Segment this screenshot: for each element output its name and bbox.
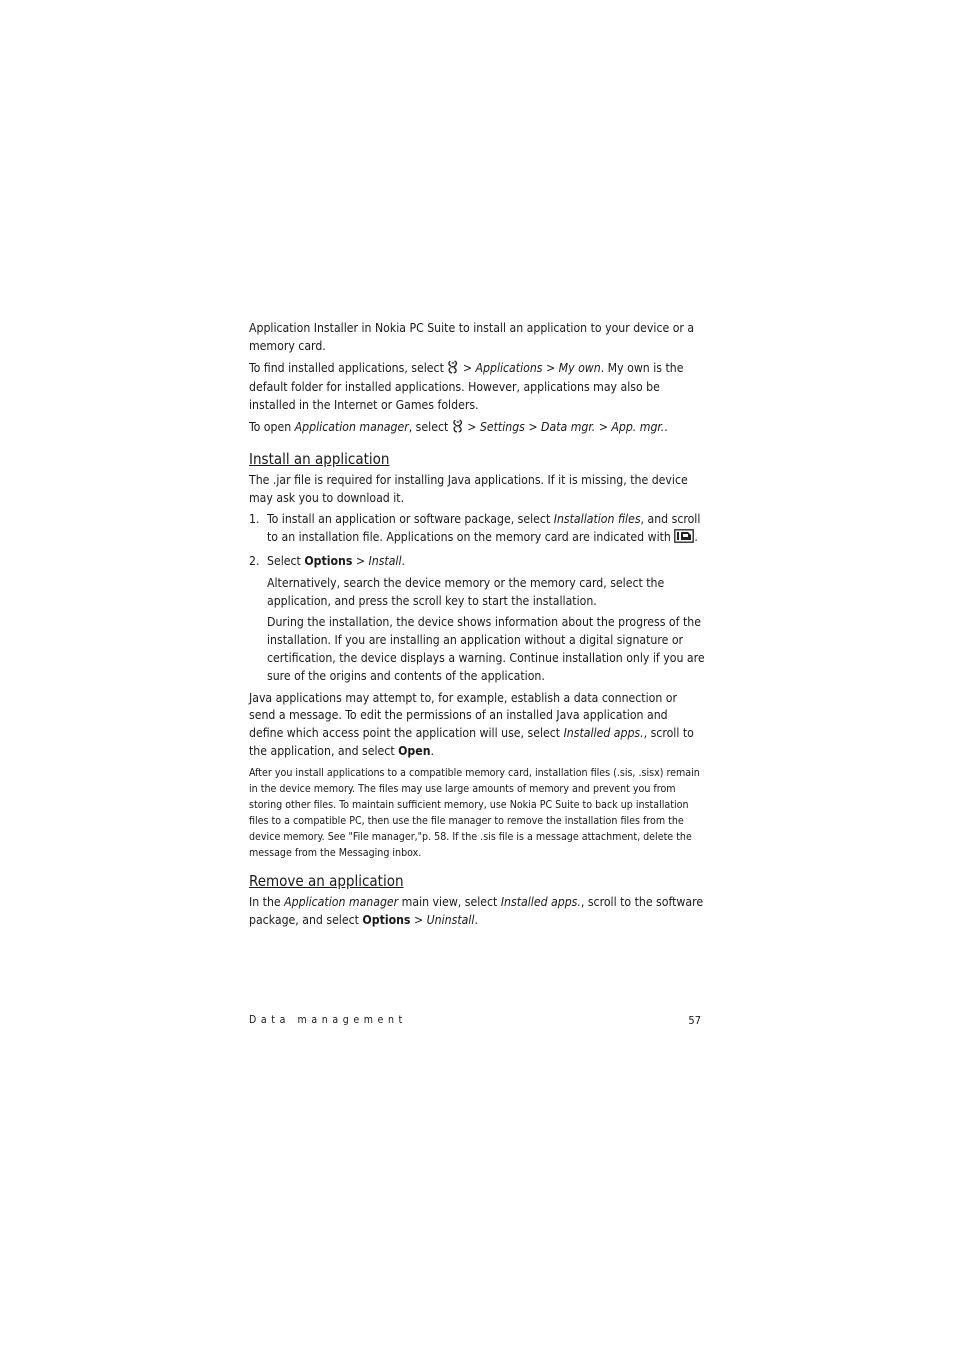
page-content xyxy=(249,320,705,933)
jar-paragraph: The .jar file is required for installing Java applications. If it is missing, the device may ask you to download it. xyxy=(249,472,688,505)
page-number: 57 xyxy=(688,1014,701,1027)
remove-heading: Remove an application xyxy=(249,871,404,890)
menu-key-icon xyxy=(447,360,459,380)
step-number: 2. xyxy=(249,553,260,568)
install-heading: Install an application xyxy=(249,449,390,468)
page-footer xyxy=(249,1014,701,1026)
remove-paragraph: In the Application manager main view, select Installed apps., scroll to the software package, and select Options > Uninstall. xyxy=(249,894,704,927)
memory-card-icon xyxy=(674,529,694,549)
list-item: 1. To install an application or software package, select Installation files, and scroll to an installation file. Applications on the memory card are indicated with . xyxy=(249,511,705,549)
during-installation-paragraph: During the installation, the device shows information about the progress of the installation. If you are installing an application without a digital signature or certification, the device displays a warning. Continue installation only if you are sure of the origins and contents of the application. xyxy=(267,615,705,683)
install-steps xyxy=(249,511,705,570)
memory-note: After you install applications to a compatible memory card, installation files (.sis, .sisx) remain in the device memory. The files may use large amounts of memory and prevent you from storing other files. To maintain sufficient memory, use Nokia PC Suite to back up installation files to a compatible PC, then use the file manager to remove the installation files from the device memory. See "File manager,"p. 58. If the .sis file is a message attachment, delete the message from the Messaging inbox. xyxy=(249,766,700,859)
java-paragraph: Java applications may attempt to, for example, establish a data connection or send a message. To edit the permissions of an installed Java application and define which access point the application will use, select Installed apps., scroll to the application, and select Open. xyxy=(249,690,694,758)
section-title: Data management xyxy=(249,1014,407,1026)
alternative-paragraph: Alternatively, search the device memory or the memory card, select the application, and press the scroll key to start the installation. xyxy=(267,575,665,608)
step-number: 1. xyxy=(249,512,260,527)
intro-paragraph: Application Installer in Nokia PC Suite to install an application to your device or a memory card. xyxy=(249,321,695,353)
menu-key-icon xyxy=(452,419,464,439)
open-manager-paragraph: To open Application manager, select > Settings > Data mgr. > App. mgr.. xyxy=(249,419,705,439)
find-installed-paragraph: To find installed applications, select > Applications > My own. My own is the default folder for installed applications. However, applications may also be installed in the Internet or Games folders. xyxy=(249,360,684,413)
list-item: 2. Select Options > Install. xyxy=(249,553,705,571)
